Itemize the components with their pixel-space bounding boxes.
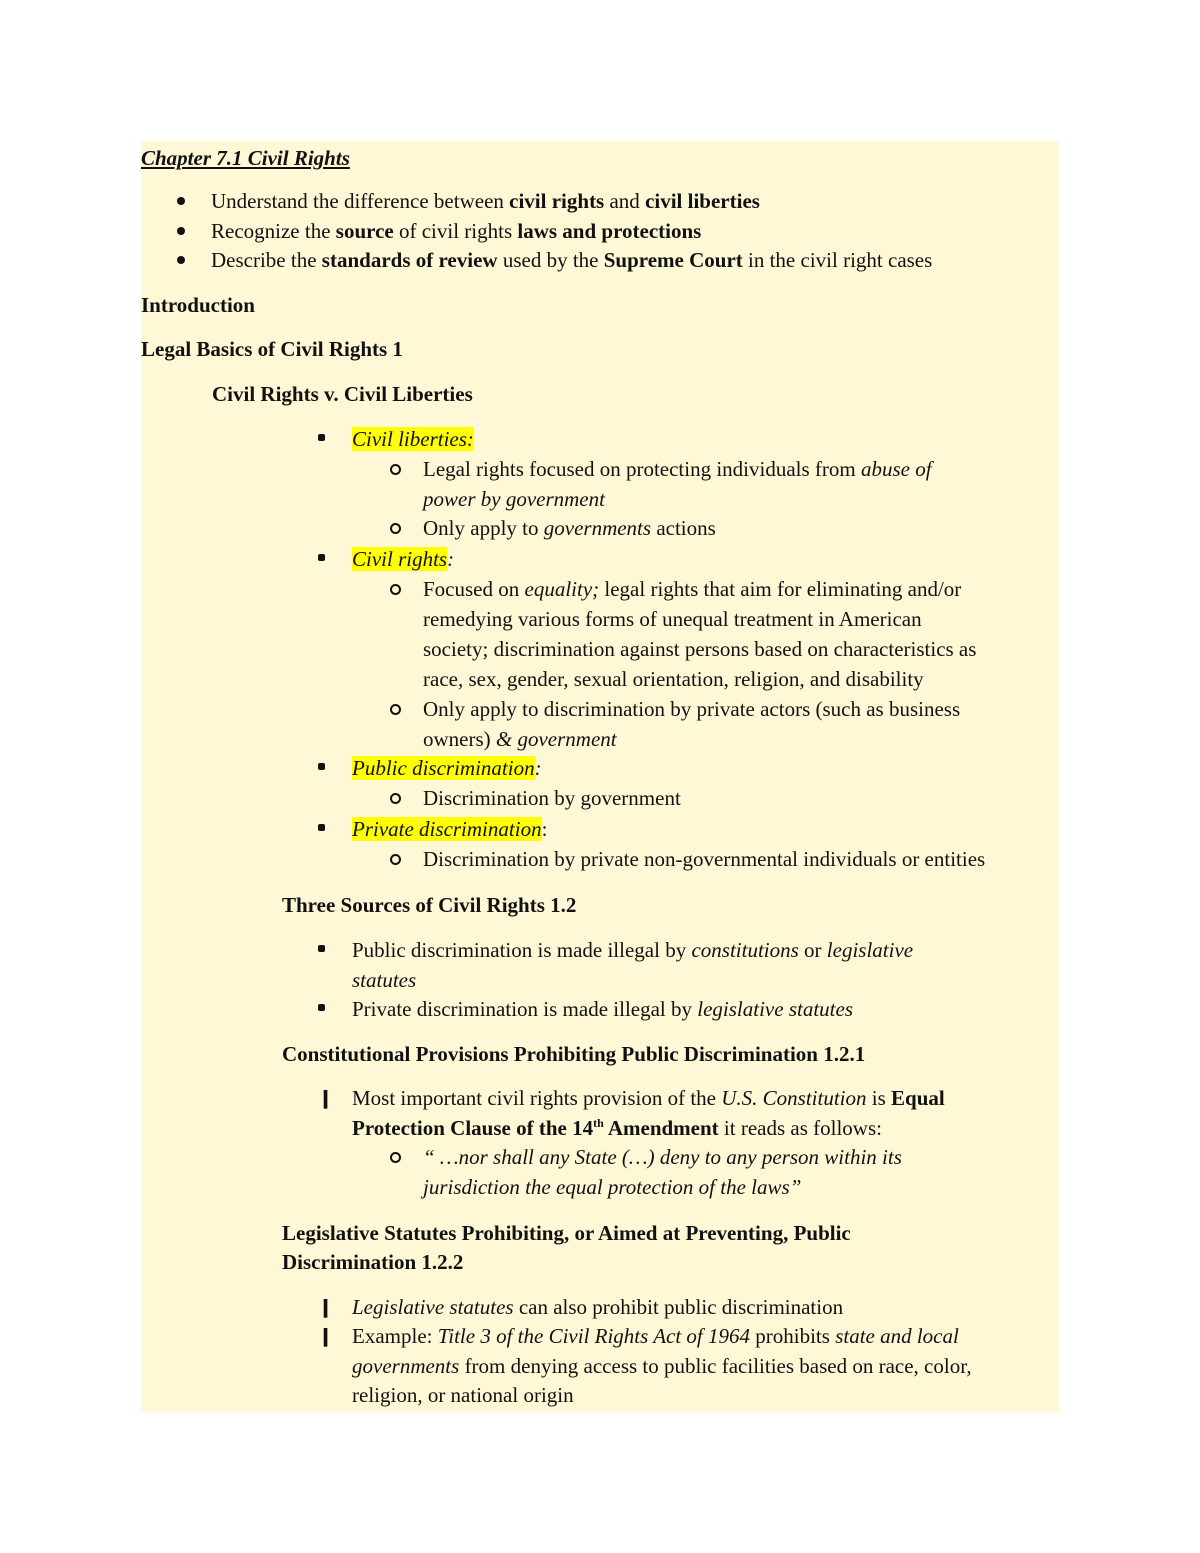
bullet-icon [177,227,185,235]
civil-rights-def-cont: society; discrimination against persons based on characteristics as [423,637,977,661]
circle-bullet-icon [390,854,401,865]
circle-bullet-icon [390,1152,401,1163]
pin-bullet-icon: ❙ [318,1326,334,1346]
three-sources-2: Private discrimination is made illegal by legislative statutes [352,997,853,1021]
pin-bullet-icon: ❙ [318,1297,334,1317]
circle-bullet-icon [390,793,401,804]
civil-rights-def-cont: race, sex, gender, sexual orientation, religion, and disability [423,667,924,691]
legislative-1: Legislative statutes can also prohibit public discrimination [352,1295,844,1319]
bullet-icon [318,945,325,952]
circle-bullet-icon [390,523,401,534]
legislative-2-cont: religion, or national origin [352,1383,574,1407]
bullet-icon [318,554,325,561]
three-sources-1: Public discrimination is made illegal by constitutions or legislative [352,938,914,962]
bullet-icon [177,197,185,205]
heading-rights-vs-liberties: Civil Rights v. Civil Liberties [212,382,473,406]
chapter-title: Chapter 7.1 Civil Rights [141,146,350,170]
bullet-icon [318,824,325,831]
pin-bullet-icon: ❙ [318,1088,334,1108]
heading-legislative-statutes-cont: Discrimination 1.2.2 [282,1250,464,1274]
heading-three-sources: Three Sources of Civil Rights 1.2 [282,893,577,917]
bullet-icon [318,1004,325,1011]
public-discrimination-def: Discrimination by government [423,786,681,810]
circle-bullet-icon [390,584,401,595]
civil-liberties-def-cont: power by government [423,487,605,511]
three-sources-1-cont: statutes [352,968,417,992]
heading-introduction: Introduction [141,293,255,317]
civil-rights-scope: Only apply to discrimination by private actors (such as business [423,697,961,721]
bullet-icon [177,256,185,264]
heading-legal-basics: Legal Basics of Civil Rights 1 [141,337,403,361]
bullet-icon [318,763,325,770]
civil-liberties-scope: Only apply to governments actions [423,516,716,540]
equal-protection-line: Most important civil rights provision of the U.S. Constitution is Equal [352,1086,945,1110]
equal-protection-quote: “ …nor shall any State (…) deny to any person within its [423,1145,902,1169]
term-civil-liberties: Civil liberties: [352,427,474,451]
term-private-discrimination: Private discrimination: [352,817,548,841]
civil-rights-def-cont: remedying various forms of unequal treatment in American [423,607,922,631]
equal-protection-quote-cont: jurisdiction the equal protection of the laws” [423,1175,802,1199]
private-discrimination-def: Discrimination by private non-governmental individuals or entities [423,847,986,871]
objective-1: Understand the difference between civil rights and civil liberties [211,189,760,213]
term-civil-rights: Civil rights: [352,547,455,571]
document-body [141,141,1059,1412]
heading-constitutional-provisions: Constitutional Provisions Prohibiting Public Discrimination 1.2.1 [282,1042,866,1066]
circle-bullet-icon [390,704,401,715]
objective-2: Recognize the source of civil rights laws and protections [211,219,702,243]
civil-rights-scope-cont: owners) & government [423,727,617,751]
heading-legislative-statutes: Legislative Statutes Prohibiting, or Aimed at Preventing, Public [282,1221,851,1245]
civil-rights-def: Focused on equality; legal rights that aim for eliminating and/or [423,577,962,601]
bullet-icon [318,434,325,441]
legislative-2: Example: Title 3 of the Civil Rights Act of 1964 prohibits state and local [352,1324,959,1348]
legislative-2-cont: governments from denying access to public facilities based on race, color, [352,1354,972,1378]
term-public-discrimination: Public discrimination: [352,756,542,780]
equal-protection-line-cont: Protection Clause of the 14th Amendment it reads as follows: [352,1116,882,1140]
civil-liberties-def: Legal rights focused on protecting individuals from abuse of [423,457,932,481]
objective-3: Describe the standards of review used by the Supreme Court in the civil right cases [211,248,933,272]
circle-bullet-icon [390,464,401,475]
